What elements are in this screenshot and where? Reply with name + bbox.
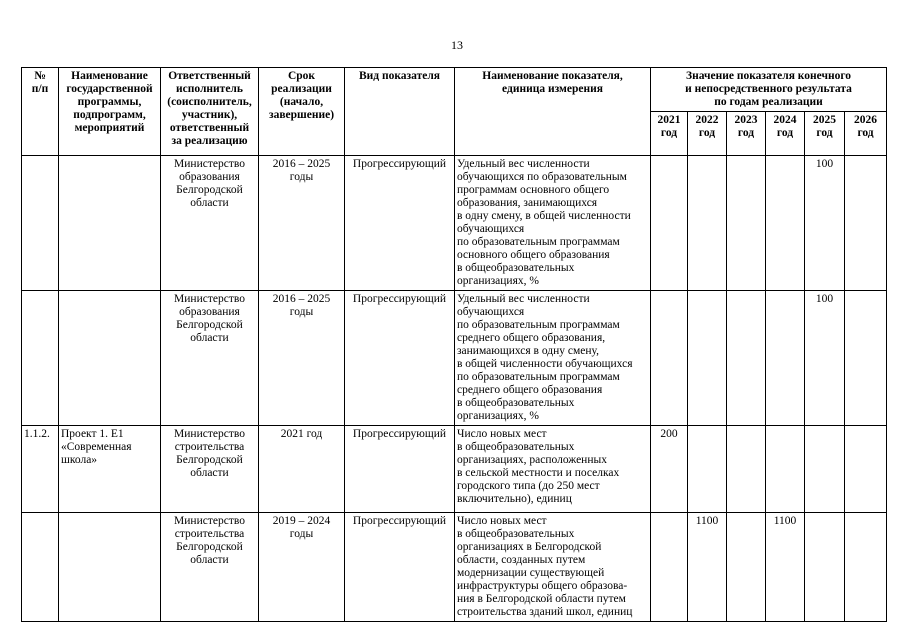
table-row [22,513,887,622]
header-values-title: Значение показателя конечного и непосредственного результата по годам реализации [651,68,887,112]
row-value [651,513,688,622]
row-executor: Министерство образования Белгородской области [161,291,259,426]
row-indicator: Число новых мест в общеобразовательных организациях, расположенных в сельской местности и поселках городского типа (до 250 мест включительно), единиц [455,426,651,513]
row-value [651,156,688,291]
row-value: 200 [651,426,688,513]
table-row [22,426,887,513]
row-value [766,426,805,513]
row-value [727,291,766,426]
row-name: Проект 1. Е1 «Современная школа» [59,426,161,513]
row-value [727,513,766,622]
row-num: 1.1.2. [22,426,59,513]
row-kind: Прогрессирующий [345,513,455,622]
row-value: 100 [805,156,845,291]
row-indicator: Удельный вес численности обучающихся по образовательным программам основного общего образования, занимающихся в одну смену, в общей численности обучающихся по образовательным программам основного общего образования в общеобразовательных организациях, % [455,156,651,291]
row-value [766,156,805,291]
row-name [59,291,161,426]
header-indicator: Наименование показателя, единица измерения [455,68,651,156]
header-term: Срок реализации (начало, завершение) [259,68,345,156]
row-value [845,291,887,426]
row-value [805,426,845,513]
row-term: 2019 – 2024 годы [259,513,345,622]
row-indicator: Удельный вес численности обучающихся по образовательным программам среднего общего образования, занимающихся в одну смену, в общей численности обучающихся по образовательным программам среднего общего образования в общеобразовательных организациях, % [455,291,651,426]
header-year: 2021 год [651,112,688,156]
header-year: 2025 год [805,112,845,156]
header-executor: Ответственный исполнитель (соисполнитель, участник), ответственный за реализацию [161,68,259,156]
page-number: 13 [451,38,463,52]
row-value [688,291,727,426]
row-value [845,426,887,513]
row-value: 100 [805,291,845,426]
row-name [59,513,161,622]
row-executor: Министерство образования Белгородской области [161,156,259,291]
row-value [845,156,887,291]
row-num [22,291,59,426]
row-value [805,513,845,622]
row-term: 2016 – 2025 годы [259,291,345,426]
table-row [22,156,887,291]
row-value [688,156,727,291]
header-year: 2023 год [727,112,766,156]
header-year: 2026 год [845,112,887,156]
indicators-table [21,67,887,622]
row-num [22,156,59,291]
header-name: Наименование государственной программы, подпрограмм, мероприятий [59,68,161,156]
row-kind: Прогрессирующий [345,156,455,291]
row-executor: Министерство строительства Белгородской области [161,426,259,513]
row-term: 2021 год [259,426,345,513]
row-term: 2016 – 2025 годы [259,156,345,291]
row-value [727,426,766,513]
row-kind: Прогрессирующий [345,291,455,426]
row-value [727,156,766,291]
row-name [59,156,161,291]
header-year: 2024 год [766,112,805,156]
row-value [688,426,727,513]
row-value: 1100 [688,513,727,622]
row-kind: Прогрессирующий [345,426,455,513]
row-value [766,291,805,426]
header-year: 2022 год [688,112,727,156]
header-num: № п/п [22,68,59,156]
row-value [651,291,688,426]
table-row [22,291,887,426]
row-value [845,513,887,622]
header-kind: Вид показателя [345,68,455,156]
row-value: 1100 [766,513,805,622]
row-indicator: Число новых мест в общеобразовательных организациях в Белгородской области, созданных путем модернизации существующей инфраструктуры общего образова- ния в Белгородской области путем строительства зданий школ, единиц [455,513,651,622]
row-executor: Министерство строительства Белгородской области [161,513,259,622]
row-num [22,513,59,622]
